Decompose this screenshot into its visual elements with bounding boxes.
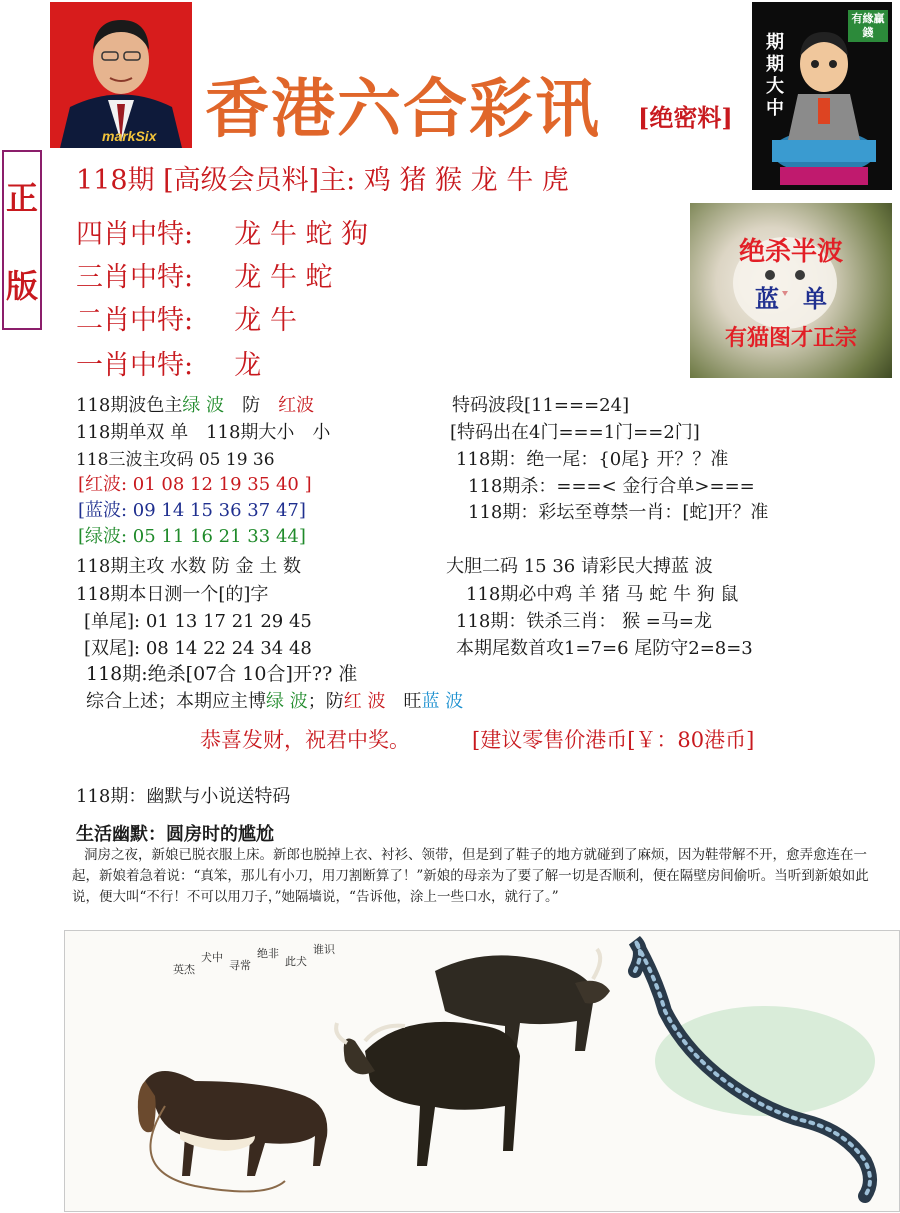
story-heading: 118期：幽默与小说送特码 <box>76 786 291 807</box>
single-tail-row: [单尾]: 01 13 17 21 29 45 <box>84 611 312 632</box>
summary-blue: 蓝 波 <box>421 691 464 712</box>
calligraphy-text: 谁识 <box>313 943 335 956</box>
cartoon-image <box>752 2 892 190</box>
tail-row: 118期：绝一尾：{0尾} 开？？准 <box>456 449 729 470</box>
three-zodiac-row <box>76 255 332 294</box>
dog-painting <box>138 1071 327 1191</box>
two-value: 龙 牛 <box>234 305 297 336</box>
tail-attack-row: 本期尾数首攻1=7=6 尾防守2=8=3 <box>456 638 753 659</box>
congrats-text: 恭喜发财，祝君中奖。 <box>200 728 410 752</box>
summary-row <box>86 687 463 713</box>
three-value: 龙 牛 蛇 <box>234 262 333 293</box>
wave-pre: 118期波色主 <box>76 395 183 416</box>
cartoon-char: 期 <box>766 54 784 75</box>
two-label: 二肖中特: <box>76 305 194 336</box>
one-value: 龙 <box>234 350 262 381</box>
gates-row: [特码出在4门===1门==2门] <box>450 422 700 443</box>
cartoon-char: 大 <box>766 76 784 97</box>
four-zodiac-row <box>76 212 368 251</box>
word-row: 118期本日测一个[的]字 <box>76 584 269 605</box>
snake-painting <box>635 941 875 1196</box>
logo-text: markSix <box>102 128 157 144</box>
page-title: 香港六合彩讯 <box>205 72 601 147</box>
summary-pre: 综合上述；本期应主博 <box>86 691 266 712</box>
must-row: 118期必中鸡 羊 猪 马 蛇 牛 狗 鼠 <box>466 584 739 605</box>
cat-authentic: 有猫图才正宗 <box>724 325 857 351</box>
cat-blue-odd: 蓝 单 <box>755 284 827 313</box>
stamp-char: 正 <box>5 179 38 217</box>
calligraphy-text: 寻常 <box>229 959 251 972</box>
kill-element-row: 118期杀：===< 金行合单>=== <box>468 476 755 497</box>
page-subtitle: [绝密料] <box>638 103 733 132</box>
ban-row: 118期：彩坛至尊禁一肖：[蛇]开？准 <box>468 502 769 523</box>
animal-paintings <box>64 930 900 1212</box>
kill-row: 118期:绝杀[07合 10合]开?? 准 <box>86 663 358 685</box>
calligraphy-text: 此犬 <box>285 955 307 968</box>
story-subheading: 生活幽默：圆房时的尴尬 <box>76 824 274 845</box>
summary-mid: ；防 <box>307 691 344 712</box>
three-wave-row: 118三波主攻码 05 19 36 <box>76 450 275 470</box>
member-line: 118期 [高级会员料]主: 鸡 猪 猴 龙 牛 虎 <box>76 165 569 196</box>
one-label: 一肖中特: <box>76 350 194 381</box>
calligraphy <box>173 943 336 976</box>
portrait-image <box>50 2 192 148</box>
wave-green: 绿 波 <box>182 395 225 416</box>
cartoon-char: 期 <box>766 32 784 53</box>
attack-row: 118期主攻 水数 防 金 土 数 <box>76 556 301 577</box>
summary-wang: 旺 <box>403 691 422 712</box>
cat-image-box <box>690 203 892 378</box>
cat-kill-half-wave: 绝杀半波 <box>738 237 843 267</box>
calligraphy-text: 英杰 <box>173 963 195 976</box>
four-value: 龙 牛 蛇 狗 <box>234 219 369 250</box>
one-zodiac-row <box>76 343 261 382</box>
wave-mid: 防 <box>242 395 261 416</box>
price-text: [建议零售价港币[￥：80港币] <box>472 728 755 752</box>
cartoon-char: 中 <box>766 98 784 119</box>
four-label: 四肖中特: <box>76 219 194 250</box>
story-text: 洞房之夜，新娘已脱衣服上床。新郎也脱掉上衣、衬衫、领带，但是到了鞋子的地方就碰到了麻烦，因为鞋带解不开，愈弄愈连在一起，新娘着急着说：“真笨，那儿有小刀，用刀割断算了！”新娘的母亲为了要了解一切是否顺利，便在隔壁房间偷听。当听到新娘如此说，便大叫“不行！不可以用刀子，”她隔墙说，“告诉他，涂上一些口水，就行了。” <box>72 847 869 905</box>
code-range-row: 特码波段[11===24] <box>452 395 630 416</box>
two-zodiac-row <box>76 298 297 337</box>
summary-red: 红 波 <box>343 691 386 712</box>
double-tail-row: [双尾]: 08 14 22 24 34 48 <box>84 638 312 659</box>
wave-color-row <box>76 391 314 417</box>
red-wave-numbers: [红波: 01 08 12 19 35 40 ] <box>78 474 312 495</box>
cartoon-sign: 有緣贏錢 <box>848 10 888 42</box>
wave-red: 红波 <box>278 395 315 416</box>
calligraphy-text: 犬中 <box>201 951 223 964</box>
oxen-painting <box>336 949 610 1166</box>
three-label: 三肖中特: <box>76 262 194 293</box>
stamp-char: 版 <box>5 267 38 305</box>
green-wave-numbers: [绿波: 05 11 16 21 33 44] <box>78 526 306 547</box>
iron-kill-row: 118期：铁杀三肖： 猴 =马=龙 <box>456 611 712 632</box>
odd-even-row: 118期单双 单 118期大小 小 <box>76 422 331 443</box>
summary-green: 绿 波 <box>266 691 308 712</box>
authentic-stamp <box>2 150 42 330</box>
two-codes-row: 大胆二码 15 36 请彩民大搏蓝 波 <box>446 556 713 577</box>
calligraphy-text: 绝非 <box>257 947 279 960</box>
blue-wave-numbers: [蓝波: 09 14 15 36 37 47] <box>78 500 306 521</box>
